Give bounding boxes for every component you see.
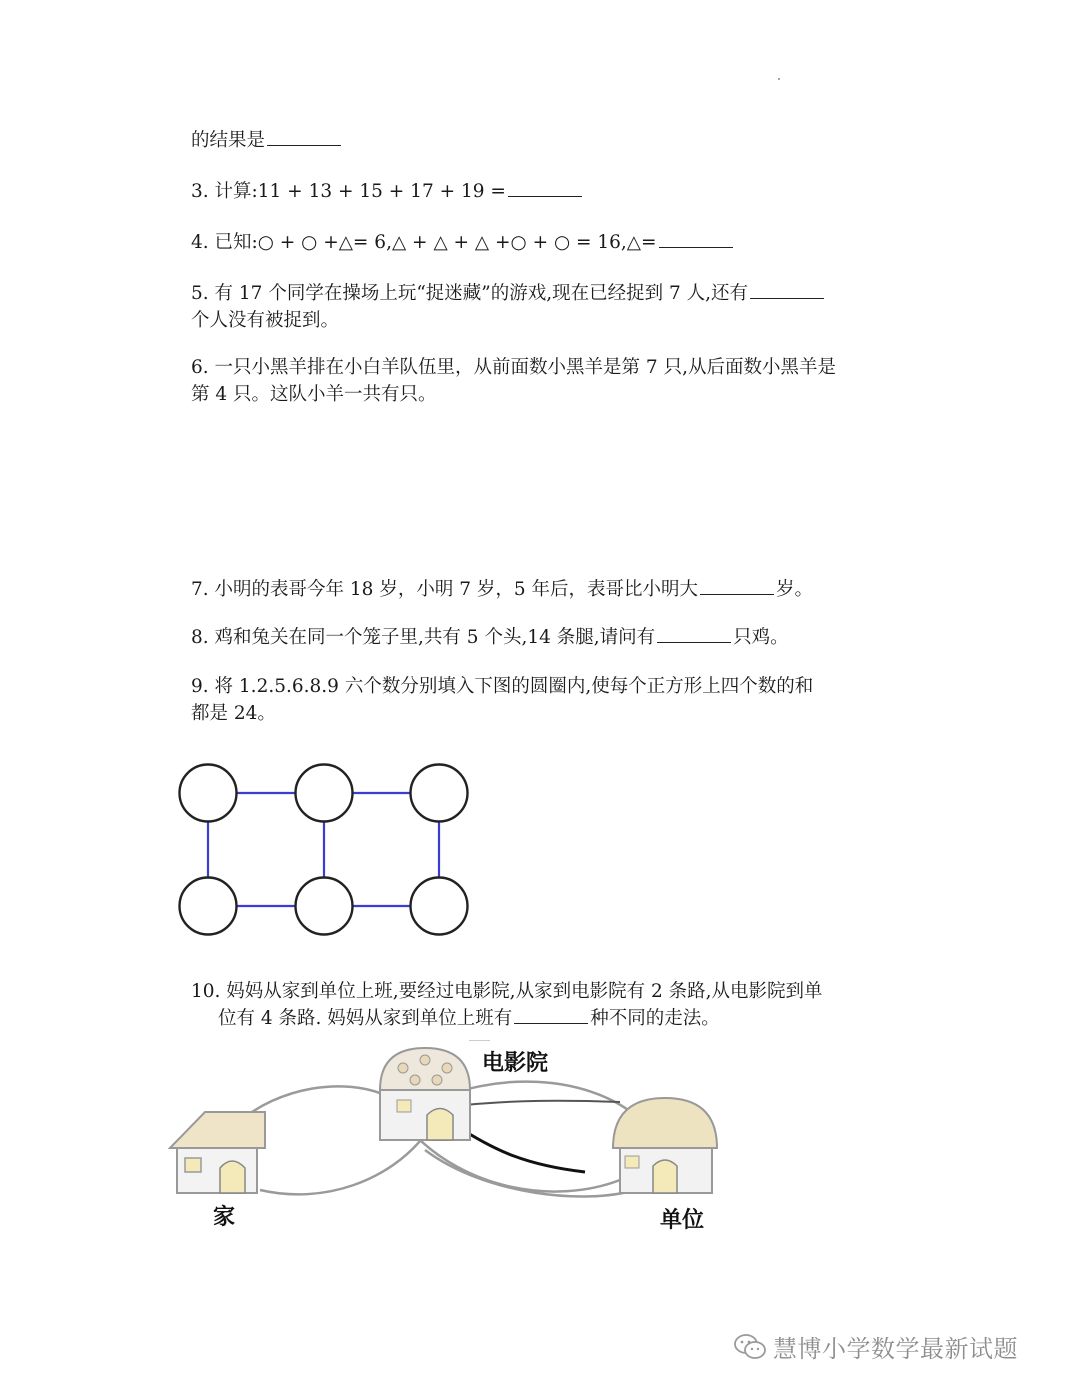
- office-label: 单位: [660, 1208, 705, 1233]
- stray-dot: [778, 78, 780, 80]
- route-figure: [165, 1040, 725, 1240]
- question-5: 5. 有 17 个同学在操场上玩“捉迷藏”的游戏,现在已经捉到 7 人,还有 个人没有被捉到。: [191, 280, 826, 334]
- answer-blank: [657, 641, 731, 643]
- watermark-text: 慧博小学数学最新试题: [773, 1335, 1018, 1363]
- cinema-label: 电影院: [482, 1051, 549, 1076]
- wechat-icon: [733, 1333, 767, 1361]
- empty-circle[interactable]: [180, 878, 237, 935]
- question-2-tail: 的结果是: [191, 127, 343, 154]
- home-house-icon: [170, 1112, 265, 1193]
- answer-blank: [659, 246, 733, 248]
- question-6: 6. 一只小黑羊排在小白羊队伍里，从前面数小黑羊是第 7 只,从后面数小黑羊是 第 4 只。这队小羊一共有只。: [191, 357, 836, 405]
- question-4: 4. 已知:○ + ○ +△= 6,△ + △ + △ +○ + ○ = 16,△=: [191, 229, 735, 256]
- question-7: 7. 小明的表哥今年 18 岁，小明 7 岁，5 年后，表哥比小明大 岁。: [191, 579, 814, 600]
- answer-blank: [700, 593, 774, 595]
- answer-blank: [267, 144, 341, 146]
- empty-circle[interactable]: [296, 878, 353, 935]
- home-label: 家: [213, 1205, 236, 1230]
- answer-blank: [750, 297, 824, 299]
- cinema-building-icon: [380, 1040, 490, 1140]
- empty-circle[interactable]: [296, 765, 353, 822]
- road-cinema-office: [465, 1101, 620, 1105]
- answer-blank: [514, 1022, 588, 1024]
- circle-grid-figure: [170, 752, 480, 952]
- question-3: 3. 计算:11 + 13 + 15 + 17 + 19 =: [191, 178, 584, 205]
- empty-circle[interactable]: [180, 765, 237, 822]
- question-9: 9. 将 1.2.5.6.8.9 六个数分别填入下图的圆圈内,使每个正方形上四个数的和 都是 24。: [191, 676, 814, 724]
- empty-circle[interactable]: [411, 765, 468, 822]
- office-hut-icon: [613, 1098, 717, 1193]
- answer-blank: [508, 195, 582, 197]
- watermark: [733, 1329, 1018, 1364]
- road-home-cinema-lower: [260, 1135, 425, 1194]
- question-10: 10. 妈妈从家到单位上班,要经过电影院,从家到电影院有 2 条路,从电影院到单 位有 4 条路. 妈妈从家到单位上班有 种不同的走法。: [191, 981, 823, 1029]
- road-cinema-office: [463, 1130, 585, 1172]
- question-8: 8. 鸡和兔关在同一个笼子里,共有 5 个头,14 条腿,请问有 只鸡。: [191, 627, 789, 648]
- empty-circle[interactable]: [411, 878, 468, 935]
